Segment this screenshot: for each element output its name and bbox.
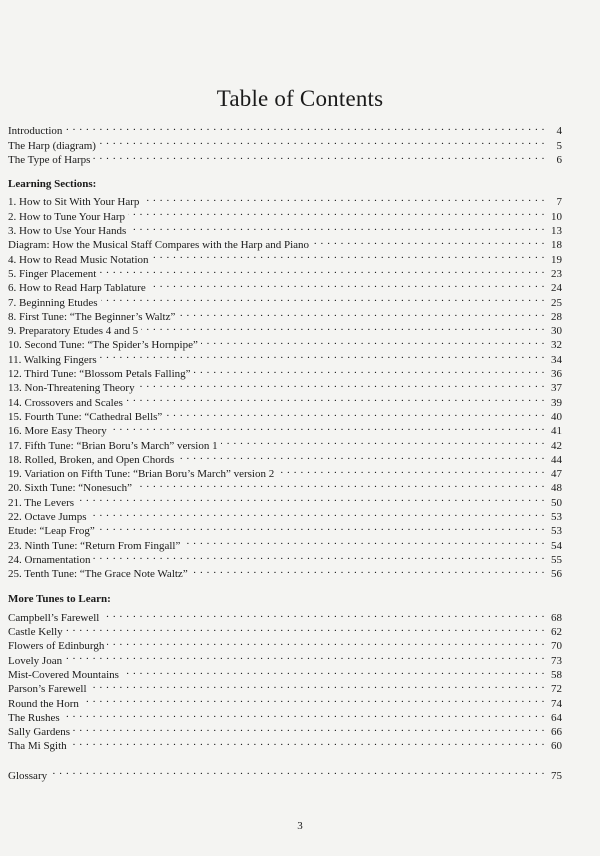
dot-leader bbox=[66, 621, 545, 635]
toc-entry-page: 41 bbox=[551, 425, 562, 438]
toc-entry-label: The Harp (diagram) bbox=[8, 139, 96, 152]
toc-entry-page: 53 bbox=[551, 511, 562, 524]
dot-leader bbox=[110, 420, 545, 434]
toc-entry-label: 24. Ornamentation bbox=[8, 553, 91, 566]
toc-entry-label: Mist-Covered Mountains bbox=[8, 668, 119, 681]
toc-entry-label: 25. Tenth Tune: “The Grace Note Waltz” bbox=[8, 568, 188, 581]
toc-entry-page: 68 bbox=[551, 611, 562, 624]
toc-entry-label: 17. Fifth Tune: “Brian Boru’s March” version 1 bbox=[8, 439, 218, 452]
toc-entry-label: 1. How to Sit With Your Harp bbox=[8, 196, 140, 209]
toc-entry-page: 62 bbox=[551, 626, 562, 639]
table-of-contents bbox=[8, 120, 562, 782]
toc-entry-page: 24 bbox=[551, 282, 562, 295]
toc-entry[interactable] bbox=[8, 191, 562, 209]
dot-leader bbox=[63, 707, 545, 721]
toc-entry[interactable] bbox=[8, 721, 562, 739]
toc-entry-label: 12. Third Tune: “Blossom Petals Falling” bbox=[8, 368, 191, 381]
toc-entry-label: 11. Walking Fingers bbox=[8, 353, 97, 366]
toc-entry[interactable] bbox=[8, 735, 562, 753]
toc-entry-label: 8. First Tune: “The Beginner’s Waltz” bbox=[8, 310, 176, 323]
toc-entry-label: 23. Ninth Tune: “Return From Fingall” bbox=[8, 539, 181, 552]
dot-leader bbox=[152, 248, 545, 262]
dot-leader bbox=[191, 563, 545, 577]
more-tunes-section bbox=[8, 607, 562, 753]
toc-entry-label: 18. Rolled, Broken, and Open Chords bbox=[8, 453, 175, 466]
toc-entry-label: 20. Sixth Tune: “Nonesuch” bbox=[8, 482, 133, 495]
dot-leader bbox=[201, 334, 545, 348]
toc-entry-page: 32 bbox=[551, 339, 562, 352]
toc-entry-label: 14. Crossovers and Scales bbox=[8, 396, 123, 409]
toc-entry-label: Diagram: How the Musical Staff Compares with the Harp and Piano bbox=[8, 239, 310, 252]
toc-entry-label: The Type of Harps bbox=[8, 153, 91, 166]
toc-entry-page: 36 bbox=[551, 368, 562, 381]
dot-leader bbox=[99, 263, 545, 277]
toc-entry-label: 5. Finger Placement bbox=[8, 267, 97, 280]
toc-entry-page: 75 bbox=[551, 769, 562, 782]
page-title: Table of Contents bbox=[216, 86, 384, 111]
toc-entry[interactable] bbox=[8, 120, 562, 138]
dot-leader bbox=[183, 534, 545, 548]
toc-entry[interactable] bbox=[8, 520, 562, 538]
toc-entry-label: 16. More Easy Theory bbox=[8, 425, 107, 438]
dot-leader bbox=[122, 664, 545, 678]
toc-entry-page: 40 bbox=[551, 410, 562, 423]
toc-entry-label: Introduction bbox=[8, 125, 63, 138]
toc-entry-page: 4 bbox=[556, 125, 562, 138]
toc-entry-page: 18 bbox=[551, 239, 562, 252]
toc-entry-label: Castle Kelly bbox=[8, 626, 63, 639]
toc-entry[interactable] bbox=[8, 506, 562, 524]
toc-entry-page: 60 bbox=[551, 740, 562, 753]
dot-leader bbox=[101, 291, 545, 305]
dot-leader bbox=[90, 678, 545, 692]
toc-entry-page: 25 bbox=[551, 296, 562, 309]
toc-entry-page: 7 bbox=[556, 196, 562, 209]
toc-entry-page: 58 bbox=[551, 668, 562, 681]
toc-entry-page: 54 bbox=[551, 539, 562, 552]
intro-section bbox=[8, 120, 562, 166]
toc-entry-label: Tha Mi Sgith bbox=[8, 740, 67, 753]
dot-leader bbox=[142, 191, 545, 205]
dot-leader bbox=[194, 363, 545, 377]
dot-leader bbox=[165, 406, 545, 420]
dot-leader bbox=[93, 149, 545, 163]
page-number: 3 bbox=[297, 820, 303, 832]
toc-entry[interactable] bbox=[8, 707, 562, 724]
toc-entry[interactable] bbox=[8, 678, 562, 696]
dot-leader bbox=[107, 635, 545, 649]
toc-entry-page: 72 bbox=[551, 683, 562, 696]
toc-entry-label: 13. Non-Threatening Theory bbox=[8, 382, 135, 395]
learning-section bbox=[8, 191, 562, 581]
toc-entry-label: 6. How to Read Harp Tablature bbox=[8, 282, 146, 295]
toc-entry-page: 5 bbox=[556, 139, 562, 152]
toc-entry-label: 10. Second Tune: “The Spider’s Hornpipe” bbox=[8, 339, 198, 352]
dot-leader bbox=[65, 120, 545, 134]
toc-entry-page: 70 bbox=[551, 640, 562, 653]
dot-leader bbox=[129, 220, 545, 234]
toc-entry-page: 37 bbox=[551, 382, 562, 395]
toc-entry-label: 15. Fourth Tune: “Cathedral Bells” bbox=[8, 410, 163, 423]
dot-leader bbox=[141, 320, 545, 334]
dot-leader bbox=[312, 234, 545, 248]
toc-entry-page: 66 bbox=[551, 726, 562, 739]
toc-entry[interactable] bbox=[8, 607, 562, 624]
dot-leader bbox=[93, 549, 545, 563]
toc-entry-page: 28 bbox=[551, 310, 562, 323]
learning-sections-heading: Learning Sections: bbox=[8, 177, 97, 190]
dot-leader bbox=[102, 607, 545, 621]
toc-entry-label: Lovely Joan bbox=[8, 654, 63, 667]
dot-leader bbox=[277, 463, 545, 477]
dot-leader bbox=[100, 348, 545, 362]
toc-entry-page: 50 bbox=[551, 496, 562, 509]
toc-entry-label: Flowers of Edinburgh bbox=[8, 640, 105, 653]
dot-leader bbox=[178, 306, 545, 320]
dot-leader bbox=[82, 692, 545, 706]
dot-leader bbox=[70, 735, 545, 749]
dot-leader bbox=[177, 449, 545, 463]
dot-leader bbox=[138, 377, 545, 391]
toc-entry[interactable] bbox=[8, 649, 562, 667]
toc-entry-page: 13 bbox=[551, 225, 562, 238]
toc-entry[interactable] bbox=[8, 635, 562, 653]
toc-entry[interactable] bbox=[8, 134, 562, 152]
toc-entry-page: 48 bbox=[551, 482, 562, 495]
toc-entry-label: Round the Horn bbox=[8, 697, 79, 710]
toc-entry-label: 19. Variation on Fifth Tune: “Brian Boru’s March” version 2 bbox=[8, 468, 275, 481]
toc-entry-label: Campbell’s Farewell bbox=[8, 611, 100, 624]
toc-entry[interactable] bbox=[8, 621, 562, 639]
dot-leader bbox=[149, 277, 545, 291]
dot-leader bbox=[221, 434, 545, 448]
dot-leader bbox=[98, 520, 545, 534]
toc-entry-label: The Rushes bbox=[8, 711, 60, 724]
toc-entry[interactable] bbox=[8, 664, 562, 681]
toc-entry-label: 4. How to Read Music Notation bbox=[8, 253, 149, 266]
toc-entry-page: 42 bbox=[551, 439, 562, 452]
toc-entry-label: Glossary bbox=[8, 769, 48, 782]
toc-entry-page: 56 bbox=[551, 568, 562, 581]
toc-entry[interactable] bbox=[8, 563, 562, 581]
dot-leader bbox=[128, 205, 545, 219]
dot-leader bbox=[126, 391, 545, 405]
toc-entry-label: 2. How to Tune Your Harp bbox=[8, 210, 126, 223]
toc-entry-label: Etude: “Leap Frog” bbox=[8, 525, 95, 538]
toc-entry-page: 73 bbox=[551, 654, 562, 667]
toc-entry-page: 44 bbox=[551, 453, 562, 466]
toc-entry-label: Sally Gardens bbox=[8, 726, 71, 739]
more-tunes-heading: More Tunes to Learn: bbox=[8, 593, 111, 606]
toc-entry-label: 9. Preparatory Etudes 4 and 5 bbox=[8, 325, 139, 338]
toc-entry-page: 30 bbox=[551, 325, 562, 338]
toc-entry-glossary[interactable] bbox=[8, 764, 562, 782]
toc-entry-label: Parson’s Farewell bbox=[8, 683, 87, 696]
toc-entry-page: 47 bbox=[551, 468, 562, 481]
dot-leader bbox=[135, 477, 545, 491]
dot-leader bbox=[73, 721, 545, 735]
toc-entry-page: 55 bbox=[551, 553, 562, 566]
toc-entry-label: 3. How to Use Your Hands bbox=[8, 225, 127, 238]
toc-entry-page: 19 bbox=[551, 253, 562, 266]
toc-entry-label: 22. Octave Jumps bbox=[8, 511, 87, 524]
toc-entry-page: 34 bbox=[551, 353, 562, 366]
toc-entry-page: 6 bbox=[556, 153, 562, 166]
dot-leader bbox=[65, 649, 545, 663]
toc-entry-page: 23 bbox=[551, 267, 562, 280]
toc-entry-page: 10 bbox=[551, 210, 562, 223]
toc-entry-page: 39 bbox=[551, 396, 562, 409]
toc-entry-page: 53 bbox=[551, 525, 562, 538]
dot-leader bbox=[77, 491, 545, 505]
toc-entry-page: 74 bbox=[551, 697, 562, 710]
dot-leader bbox=[50, 764, 545, 778]
toc-entry[interactable] bbox=[8, 491, 562, 509]
dot-leader bbox=[90, 506, 545, 520]
toc-entry[interactable] bbox=[8, 692, 562, 710]
toc-entry-page: 64 bbox=[551, 711, 562, 724]
dot-leader bbox=[99, 134, 545, 148]
toc-entry-label: 7. Beginning Etudes bbox=[8, 296, 98, 309]
toc-entry-label: 21. The Levers bbox=[8, 496, 75, 509]
